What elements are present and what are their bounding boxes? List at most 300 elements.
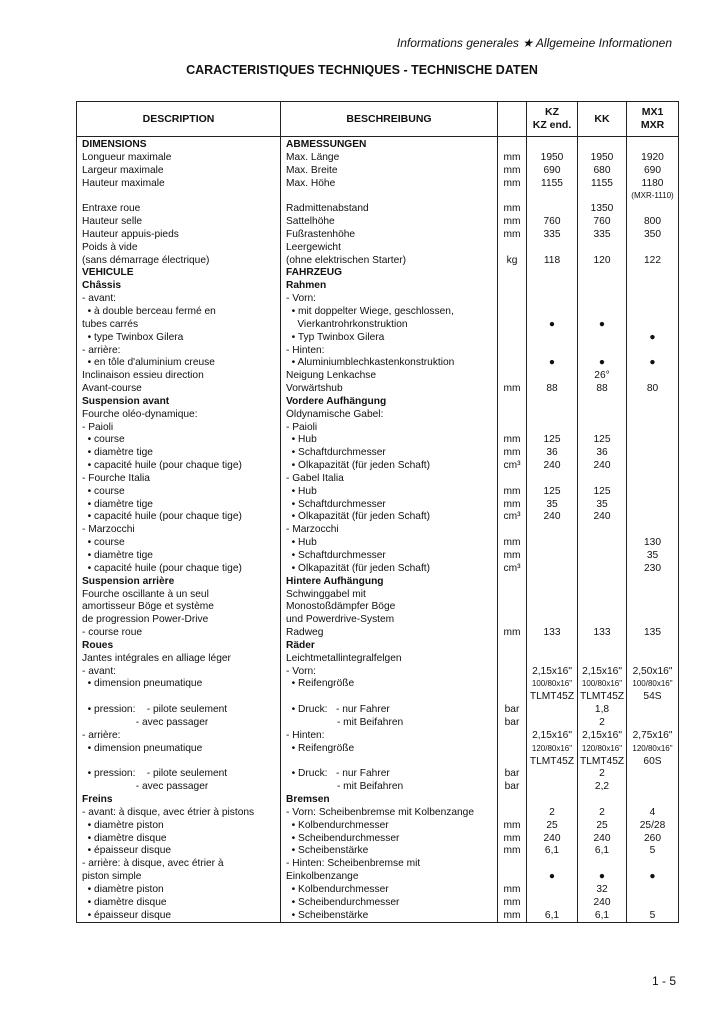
cell-mx	[627, 370, 679, 383]
table-row	[77, 216, 679, 229]
cell-mx: 1920	[627, 152, 679, 165]
cell-mx	[627, 137, 679, 152]
table-row	[77, 768, 679, 781]
table-body	[77, 137, 679, 923]
running-header: Informations generales ★ Allgemeine Informationen	[396, 36, 672, 50]
cell-kk	[578, 137, 627, 152]
cell-beschreibung: Vierkantrohrkonstruktion	[281, 319, 498, 332]
table-row	[77, 756, 679, 769]
table-row	[77, 537, 679, 550]
cell-unit	[498, 807, 527, 820]
cell-mx	[627, 306, 679, 319]
cell-beschreibung: Hintere Aufhängung	[281, 576, 498, 589]
cell-description: • dimension pneumatique	[77, 678, 281, 691]
table-row	[77, 704, 679, 717]
cell-mx: 54S	[627, 691, 679, 704]
cell-beschreibung: • Reifengröße	[281, 743, 498, 756]
cell-description: - course roue	[77, 627, 281, 640]
cell-beschreibung: - mit Beifahren	[281, 781, 498, 794]
cell-beschreibung: • Reifengröße	[281, 678, 498, 691]
cell-kz: 25	[527, 820, 578, 833]
column-header-mx1: MX1 MXR	[627, 102, 679, 137]
cell-unit: mm	[498, 897, 527, 910]
cell-beschreibung: Radweg	[281, 627, 498, 640]
cell-unit	[498, 640, 527, 653]
cell-description: • type Twinbox Gilera	[77, 332, 281, 345]
cell-description: Fourche oléo-dynamique:	[77, 409, 281, 422]
cell-unit	[498, 691, 527, 704]
cell-kk: 32	[578, 884, 627, 897]
cell-mx	[627, 486, 679, 499]
cell-kz	[527, 640, 578, 653]
cell-kk	[578, 601, 627, 614]
cell-unit	[498, 576, 527, 589]
cell-description: • épaisseur disque	[77, 910, 281, 923]
cell-unit	[498, 280, 527, 293]
cell-kk: ●	[578, 871, 627, 884]
cell-beschreibung: • Schaftdurchmesser	[281, 550, 498, 563]
cell-kz: 125	[527, 486, 578, 499]
cell-kz	[527, 332, 578, 345]
cell-description: • diamètre tige	[77, 447, 281, 460]
cell-unit: mm	[498, 910, 527, 923]
cell-beschreibung: Neigung Lenkachse	[281, 370, 498, 383]
cell-description	[77, 756, 281, 769]
cell-mx: 2,75x16"	[627, 730, 679, 743]
cell-kk: 1,8	[578, 704, 627, 717]
cell-description: • diamètre piston	[77, 884, 281, 897]
cell-kk: 2	[578, 807, 627, 820]
cell-unit	[498, 666, 527, 679]
cell-kz: TLMT45Z	[527, 691, 578, 704]
table-row	[77, 601, 679, 614]
cell-mx	[627, 640, 679, 653]
column-header-unit	[498, 102, 527, 137]
cell-description: • pression: - pilote seulement	[77, 768, 281, 781]
table-row	[77, 332, 679, 345]
cell-description: • en tôle d'aluminium creuse	[77, 357, 281, 370]
cell-kk: 120/80x16"	[578, 743, 627, 756]
table-row	[77, 190, 679, 203]
cell-description: - Marzocchi	[77, 524, 281, 537]
cell-mx: 25/28	[627, 820, 679, 833]
cell-beschreibung: • mit doppelter Wiege, geschlossen,	[281, 306, 498, 319]
cell-unit	[498, 319, 527, 332]
cell-kk	[578, 190, 627, 203]
cell-description: amortisseur Böge et système	[77, 601, 281, 614]
cell-unit: mm	[498, 884, 527, 897]
cell-mx: 230	[627, 563, 679, 576]
cell-kk: 2	[578, 768, 627, 781]
cell-unit: mm	[498, 165, 527, 178]
cell-kk: 25	[578, 820, 627, 833]
cell-beschreibung: • Ölkapazität (für jeden Schaft)	[281, 563, 498, 576]
table-row	[77, 871, 679, 884]
cell-kz: 240	[527, 833, 578, 846]
cell-unit	[498, 794, 527, 807]
cell-description: Hauteur maximale	[77, 178, 281, 191]
cell-beschreibung: Leergewicht	[281, 242, 498, 255]
cell-beschreibung: • Scheibendurchmesser	[281, 897, 498, 910]
cell-mx	[627, 794, 679, 807]
cell-kz: 35	[527, 499, 578, 512]
cell-mx: 4	[627, 807, 679, 820]
cell-beschreibung: • Hub	[281, 434, 498, 447]
cell-mx	[627, 473, 679, 486]
table-row	[77, 242, 679, 255]
cell-kk: 2,15x16"	[578, 730, 627, 743]
cell-description: Roues	[77, 640, 281, 653]
cell-kz: ●	[527, 871, 578, 884]
cell-unit: mm	[498, 178, 527, 191]
cell-mx	[627, 653, 679, 666]
cell-kk	[578, 293, 627, 306]
cell-beschreibung: • Druck: - nur Fahrer	[281, 704, 498, 717]
cell-unit: mm	[498, 203, 527, 216]
cell-unit: mm	[498, 499, 527, 512]
cell-beschreibung: Max. Höhe	[281, 178, 498, 191]
cell-kz: 2,15x16"	[527, 666, 578, 679]
cell-mx: 130	[627, 537, 679, 550]
cell-unit: cm³	[498, 511, 527, 524]
cell-mx	[627, 460, 679, 473]
cell-beschreibung: Max. Länge	[281, 152, 498, 165]
cell-mx	[627, 280, 679, 293]
cell-description: • diamètre tige	[77, 550, 281, 563]
cell-kk: 1950	[578, 152, 627, 165]
cell-kz	[527, 550, 578, 563]
cell-kz	[527, 794, 578, 807]
cell-beschreibung: Monostoßdämpfer Böge	[281, 601, 498, 614]
cell-unit	[498, 653, 527, 666]
table-row	[77, 614, 679, 627]
cell-description: • à double berceau fermé en	[77, 306, 281, 319]
table-row	[77, 666, 679, 679]
cell-kz: 690	[527, 165, 578, 178]
cell-beschreibung: - Gabel Italia	[281, 473, 498, 486]
cell-mx: 260	[627, 833, 679, 846]
cell-kk	[578, 576, 627, 589]
table-row	[77, 280, 679, 293]
cell-kz	[527, 524, 578, 537]
cell-mx	[627, 717, 679, 730]
cell-beschreibung: - Hinten: Scheibenbremse mit	[281, 858, 498, 871]
table-row	[77, 203, 679, 216]
cell-mx: 5	[627, 910, 679, 923]
cell-unit: mm	[498, 820, 527, 833]
cell-beschreibung: • Schaftdurchmesser	[281, 447, 498, 460]
cell-description: - arrière: à disque, avec étrier à	[77, 858, 281, 871]
cell-unit	[498, 678, 527, 691]
cell-kz	[527, 781, 578, 794]
cell-kz: TLMT45Z	[527, 756, 578, 769]
cell-unit	[498, 370, 527, 383]
table-row	[77, 589, 679, 602]
table-header-row	[77, 102, 679, 137]
cell-kk	[578, 409, 627, 422]
cell-description: - avant:	[77, 666, 281, 679]
cell-description: (sans démarrage électrique)	[77, 255, 281, 268]
cell-kk: 2,2	[578, 781, 627, 794]
cell-kk	[578, 396, 627, 409]
table-row	[77, 717, 679, 730]
cell-description: Suspension arrière	[77, 576, 281, 589]
cell-description: - arrière:	[77, 345, 281, 358]
cell-kk: 26°	[578, 370, 627, 383]
table-row	[77, 511, 679, 524]
cell-kz: 6,1	[527, 910, 578, 923]
cell-mx	[627, 511, 679, 524]
page-number: 1 - 5	[651, 974, 676, 988]
cell-kz: 1950	[527, 152, 578, 165]
cell-mx: 35	[627, 550, 679, 563]
cell-kk	[578, 422, 627, 435]
cell-unit	[498, 422, 527, 435]
cell-kz: 118	[527, 255, 578, 268]
cell-beschreibung: Schwinggabel mit	[281, 589, 498, 602]
cell-description: Fourche oscillante à un seul	[77, 589, 281, 602]
cell-unit: bar	[498, 704, 527, 717]
cell-unit	[498, 756, 527, 769]
cell-unit: kg	[498, 255, 527, 268]
cell-description: • épaisseur disque	[77, 845, 281, 858]
cell-beschreibung: • Kolbendurchmesser	[281, 820, 498, 833]
table-row	[77, 653, 679, 666]
cell-kk: ●	[578, 319, 627, 332]
table-row	[77, 730, 679, 743]
cell-description: - arrière:	[77, 730, 281, 743]
cell-mx	[627, 203, 679, 216]
cell-kk	[578, 640, 627, 653]
cell-unit: mm	[498, 537, 527, 550]
column-header-beschreibung: BESCHREIBUNG	[281, 102, 498, 137]
cell-beschreibung: Leichtmetallintegralfelgen	[281, 653, 498, 666]
cell-mx: (MXR-1110)	[627, 190, 679, 203]
cell-kz	[527, 717, 578, 730]
cell-kz	[527, 137, 578, 152]
cell-mx: 120/80x16"	[627, 743, 679, 756]
cell-beschreibung: (ohne elektrischen Starter)	[281, 255, 498, 268]
cell-unit: mm	[498, 550, 527, 563]
cell-unit: mm	[498, 434, 527, 447]
cell-beschreibung: - Vorn:	[281, 666, 498, 679]
cell-beschreibung: • Hub	[281, 537, 498, 550]
table-row	[77, 152, 679, 165]
cell-unit	[498, 614, 527, 627]
cell-description: - avant:	[77, 293, 281, 306]
cell-mx: 800	[627, 216, 679, 229]
cell-kk: 133	[578, 627, 627, 640]
cell-kz	[527, 576, 578, 589]
cell-description: • dimension pneumatique	[77, 743, 281, 756]
table-row	[77, 845, 679, 858]
cell-unit	[498, 267, 527, 280]
cell-beschreibung: • Hub	[281, 486, 498, 499]
cell-unit	[498, 332, 527, 345]
cell-unit: mm	[498, 486, 527, 499]
table-row	[77, 858, 679, 871]
cell-beschreibung: - Marzocchi	[281, 524, 498, 537]
cell-description: • course	[77, 486, 281, 499]
cell-kk	[578, 614, 627, 627]
cell-kz	[527, 242, 578, 255]
cell-beschreibung: Öldynamische Gabel:	[281, 409, 498, 422]
cell-beschreibung: • Scheibenstärke	[281, 910, 498, 923]
cell-kk	[578, 563, 627, 576]
cell-beschreibung: • Kolbendurchmesser	[281, 884, 498, 897]
table-row	[77, 499, 679, 512]
cell-mx: ●	[627, 871, 679, 884]
cell-kk: 125	[578, 486, 627, 499]
cell-unit	[498, 730, 527, 743]
cell-description: de progression Power-Drive	[77, 614, 281, 627]
table-row	[77, 165, 679, 178]
cell-kz: 88	[527, 383, 578, 396]
table-row	[77, 524, 679, 537]
cell-beschreibung: - Paioli	[281, 422, 498, 435]
table-row	[77, 833, 679, 846]
cell-beschreibung: Bremsen	[281, 794, 498, 807]
cell-kk	[578, 345, 627, 358]
cell-mx: 122	[627, 255, 679, 268]
table-row	[77, 447, 679, 460]
cell-kk: 680	[578, 165, 627, 178]
cell-mx	[627, 409, 679, 422]
cell-mx	[627, 704, 679, 717]
cell-description	[77, 691, 281, 704]
cell-kz	[527, 345, 578, 358]
cell-kz: 240	[527, 511, 578, 524]
cell-kk: 240	[578, 460, 627, 473]
cell-mx	[627, 768, 679, 781]
cell-kz	[527, 537, 578, 550]
cell-kz	[527, 190, 578, 203]
cell-description: Châssis	[77, 280, 281, 293]
cell-mx	[627, 499, 679, 512]
cell-beschreibung: Max. Breite	[281, 165, 498, 178]
cell-kz	[527, 858, 578, 871]
cell-description: Jantes intégrales en alliage léger	[77, 653, 281, 666]
cell-description: piston simple	[77, 871, 281, 884]
cell-kk	[578, 589, 627, 602]
cell-beschreibung: - Vorn:	[281, 293, 498, 306]
cell-kz: 120/80x16"	[527, 743, 578, 756]
table-row	[77, 781, 679, 794]
cell-description: • diamètre piston	[77, 820, 281, 833]
cell-beschreibung: Vorwärtshub	[281, 383, 498, 396]
cell-beschreibung: - Hinten:	[281, 730, 498, 743]
cell-description: tubes carrés	[77, 319, 281, 332]
cell-mx	[627, 422, 679, 435]
cell-unit: mm	[498, 229, 527, 242]
cell-mx	[627, 396, 679, 409]
cell-kk: TLMT45Z	[578, 691, 627, 704]
cell-unit: mm	[498, 216, 527, 229]
cell-beschreibung: Fußrastenhöhe	[281, 229, 498, 242]
cell-unit	[498, 524, 527, 537]
table-row	[77, 434, 679, 447]
cell-mx	[627, 319, 679, 332]
cell-kz: 1155	[527, 178, 578, 191]
cell-mx: 350	[627, 229, 679, 242]
cell-description: - Paioli	[77, 422, 281, 435]
cell-unit	[498, 601, 527, 614]
cell-unit	[498, 409, 527, 422]
cell-kz: 240	[527, 460, 578, 473]
cell-kz: ●	[527, 319, 578, 332]
table-row	[77, 255, 679, 268]
cell-beschreibung: ABMESSUNGEN	[281, 137, 498, 152]
cell-kk	[578, 473, 627, 486]
table-row	[77, 409, 679, 422]
table-row	[77, 267, 679, 280]
cell-mx: 2,50x16"	[627, 666, 679, 679]
cell-kz	[527, 370, 578, 383]
cell-unit: bar	[498, 781, 527, 794]
cell-mx	[627, 884, 679, 897]
cell-mx: 80	[627, 383, 679, 396]
table-row	[77, 897, 679, 910]
table-row	[77, 691, 679, 704]
cell-kk: 240	[578, 511, 627, 524]
cell-description: Hauteur selle	[77, 216, 281, 229]
table-row	[77, 640, 679, 653]
cell-kz: 36	[527, 447, 578, 460]
cell-description: Suspension avant	[77, 396, 281, 409]
cell-kz	[527, 563, 578, 576]
cell-description: • diamètre disque	[77, 897, 281, 910]
table-row	[77, 383, 679, 396]
cell-description: • diamètre disque	[77, 833, 281, 846]
column-header-kz: KZ KZ end.	[527, 102, 578, 137]
cell-unit	[498, 242, 527, 255]
cell-mx	[627, 576, 679, 589]
cell-mx	[627, 293, 679, 306]
cell-kk: 335	[578, 229, 627, 242]
cell-kz	[527, 293, 578, 306]
cell-unit: cm³	[498, 460, 527, 473]
cell-unit	[498, 306, 527, 319]
table-row	[77, 576, 679, 589]
cell-unit	[498, 589, 527, 602]
cell-beschreibung	[281, 756, 498, 769]
cell-kk: ●	[578, 357, 627, 370]
cell-beschreibung: Einkolbenzange	[281, 871, 498, 884]
table-row	[77, 422, 679, 435]
cell-kk: 6,1	[578, 910, 627, 923]
cell-beschreibung: • Scheibenstärke	[281, 845, 498, 858]
cell-unit: bar	[498, 768, 527, 781]
table-row	[77, 460, 679, 473]
cell-beschreibung: - Hinten:	[281, 345, 498, 358]
cell-unit	[498, 345, 527, 358]
cell-beschreibung: FAHRZEUG	[281, 267, 498, 280]
cell-description: Hauteur appuis-pieds	[77, 229, 281, 242]
cell-kz	[527, 704, 578, 717]
cell-kk	[578, 242, 627, 255]
cell-kk: 760	[578, 216, 627, 229]
cell-beschreibung: • Ölkapazität (für jeden Schaft)	[281, 460, 498, 473]
cell-description: - avec passager	[77, 781, 281, 794]
table-row	[77, 357, 679, 370]
cell-mx: 60S	[627, 756, 679, 769]
cell-unit	[498, 190, 527, 203]
table-row	[77, 293, 679, 306]
cell-mx	[627, 781, 679, 794]
cell-mx: 5	[627, 845, 679, 858]
cell-mx	[627, 447, 679, 460]
cell-kz	[527, 422, 578, 435]
